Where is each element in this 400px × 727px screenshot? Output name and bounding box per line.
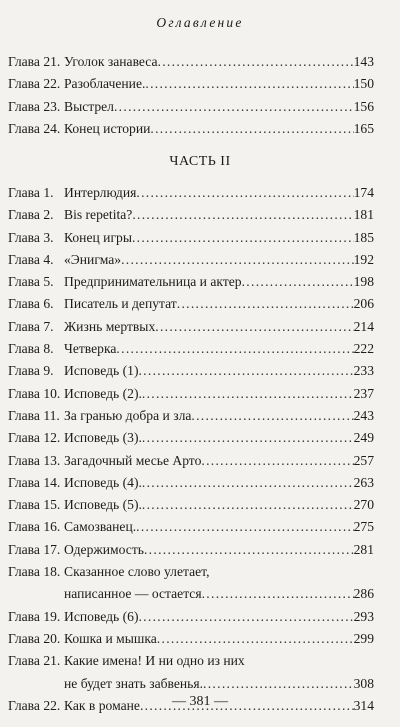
dot-leader	[157, 628, 354, 650]
dot-leader	[242, 271, 354, 293]
entry-body	[64, 73, 374, 95]
page-ref: 263	[353, 474, 374, 490]
chapter-number: Глава 1.	[8, 185, 54, 200]
chapter-title: Четверка	[64, 341, 117, 357]
page-ref: 314	[353, 697, 374, 713]
dot-leader	[155, 316, 353, 338]
dot-leader	[132, 204, 353, 226]
dot-leader	[145, 73, 353, 95]
chapter-number: Глава 13.	[8, 452, 61, 468]
entry-body	[64, 118, 374, 140]
toc-entry	[8, 249, 374, 271]
chapter-number: Глава 5.	[8, 274, 54, 290]
dot-leader	[136, 182, 353, 204]
page-ref: 143	[353, 54, 374, 69]
chapter-number: Глава 18.	[8, 564, 61, 580]
page-number: — 381 —	[172, 694, 228, 709]
chapter-number: Глава 12.	[8, 430, 61, 446]
chapter-title: Исповедь (6)	[64, 608, 139, 624]
running-head: Оглавление	[156, 15, 244, 30]
part-title: ЧАСТЬ II	[169, 154, 231, 169]
dot-leader	[150, 118, 353, 140]
chapter-number: Глава 17.	[8, 541, 61, 557]
page-ref: 214	[353, 318, 374, 334]
page-ref: 156	[353, 98, 374, 114]
dot-leader	[114, 96, 354, 118]
toc-entry	[8, 561, 374, 606]
chapter-title: Выстрел	[64, 98, 114, 114]
chapter-title: Исповедь (4).	[64, 474, 142, 490]
chapter-title: Разоблачение.	[64, 76, 146, 92]
toc-entry	[8, 650, 374, 695]
page-ref: 185	[353, 229, 374, 245]
chapter-title-line-1: Сказанное слово улетает,	[64, 564, 210, 580]
page-ref: 206	[353, 296, 374, 312]
dot-leader	[121, 249, 354, 271]
chapter-number: Глава 9.	[8, 363, 54, 379]
chapter-number: Глава 2.	[8, 207, 54, 223]
chapter-title: Как в романе	[64, 697, 140, 713]
chapter-number: Глава 24.	[8, 120, 61, 136]
chapter-title: За гранью добра и зла	[64, 407, 192, 423]
entry-body	[64, 182, 374, 204]
page-ref: 165	[353, 120, 374, 136]
dot-leader	[138, 360, 353, 382]
page-ref: 275	[353, 519, 374, 535]
page-ref: 257	[353, 452, 374, 468]
chapter-number: Глава 6.	[8, 296, 54, 312]
page-ref: 293	[353, 608, 374, 624]
entry-body	[64, 606, 374, 628]
toc-entry	[8, 204, 374, 226]
page-ref: 192	[353, 251, 374, 267]
chapter-number: Глава 3.	[8, 229, 54, 245]
toc-entry	[8, 383, 374, 405]
chapter-title: Загадочный месье Арто	[64, 452, 202, 468]
chapter-number: Глава 4.	[8, 251, 54, 267]
chapter-title: Предпринимательница и актер	[64, 274, 242, 290]
toc-entry	[8, 182, 374, 204]
dot-leader	[203, 673, 354, 695]
chapter-number: Глава 8.	[8, 341, 54, 357]
chapter-title: Конец истории	[64, 120, 151, 136]
entry-body	[64, 204, 374, 226]
dot-leader	[116, 338, 353, 360]
toc-entry	[8, 227, 374, 249]
toc-entry	[8, 360, 374, 382]
toc-entry	[8, 539, 374, 561]
chapter-number: Глава 10.	[8, 385, 61, 401]
chapter-title: Исповедь (2).	[64, 385, 142, 401]
chapter-number: Глава 22.	[8, 76, 61, 92]
toc-entry	[8, 427, 374, 449]
dot-leader	[191, 405, 353, 427]
toc-entry	[8, 405, 374, 427]
entry-body	[64, 271, 374, 293]
toc-entry	[8, 472, 374, 494]
entry-body	[64, 539, 374, 561]
entry-body	[64, 338, 374, 360]
toc-entry	[8, 316, 374, 338]
chapter-title: написанное — остается	[64, 586, 202, 602]
dot-leader	[136, 516, 353, 538]
chapter-title-line-1: Какие имена! И ни одно из них	[64, 653, 245, 669]
chapter-number: Глава 14.	[8, 474, 61, 490]
chapter-title: Жизнь мертвых	[64, 318, 156, 334]
entry-body	[64, 628, 374, 650]
chapter-number: Глава 11.	[8, 407, 60, 423]
page-ref: 286	[353, 586, 374, 602]
page-ref: 222	[353, 341, 374, 357]
dot-leader	[144, 539, 354, 561]
entry-body	[64, 450, 374, 472]
chapter-title: «Энигма»	[64, 251, 122, 267]
entry-body	[64, 516, 374, 538]
page-ref: 233	[353, 363, 374, 379]
page-ref: 299	[353, 630, 374, 646]
entry-body	[64, 293, 374, 315]
toc-entry	[8, 73, 374, 95]
page-ref: 198	[353, 274, 374, 290]
chapter-title: Конец игры	[64, 229, 132, 245]
toc-part-2	[8, 182, 374, 717]
dot-leader	[142, 383, 354, 405]
entry-body	[64, 561, 374, 606]
dot-leader	[138, 606, 353, 628]
chapter-title: Исповедь (3).	[64, 430, 142, 446]
chapter-number: Глава 7.	[8, 318, 54, 334]
dot-leader	[132, 227, 354, 249]
chapter-title: не будет знать забвенья.	[64, 675, 204, 691]
entry-body	[64, 650, 374, 695]
entry-body	[64, 494, 374, 516]
page-ref: 150	[353, 76, 374, 92]
toc-entry	[8, 606, 374, 628]
toc-entry	[8, 450, 374, 472]
toc-entry	[8, 51, 374, 73]
page-ref: 174	[353, 185, 374, 200]
dot-leader	[142, 472, 354, 494]
toc-entry	[8, 516, 374, 538]
entry-body	[64, 51, 374, 73]
page-ref: 308	[353, 675, 374, 691]
chapter-number: Глава 19.	[8, 608, 61, 624]
dot-leader	[158, 51, 354, 73]
chapter-title: Одержимость	[64, 541, 144, 557]
toc-part-1	[8, 51, 374, 140]
toc-entry	[8, 96, 374, 118]
chapter-title: Кошка и мышка	[64, 630, 157, 646]
chapter-title: Уголок занавеса	[64, 54, 158, 69]
toc-entry	[8, 494, 374, 516]
dot-leader	[177, 293, 354, 315]
chapter-number: Глава 20.	[8, 630, 61, 646]
entry-body	[64, 383, 374, 405]
dot-leader	[201, 450, 353, 472]
page-ref: 249	[353, 430, 374, 446]
dot-leader	[202, 583, 354, 605]
chapter-title: Интерлюдия	[64, 185, 137, 200]
entry-body	[64, 427, 374, 449]
chapter-title: Самозванец.	[64, 519, 137, 535]
toc-entry	[8, 293, 374, 315]
dot-leader	[142, 427, 354, 449]
toc-entry	[8, 271, 374, 293]
page-ref: 243	[353, 407, 374, 423]
toc-entry	[8, 338, 374, 360]
chapter-title: Bis repetita?	[64, 207, 133, 223]
entry-body	[64, 227, 374, 249]
chapter-number: Глава 23.	[8, 98, 61, 114]
chapter-number: Глава 22.	[8, 697, 61, 713]
entry-body	[64, 405, 374, 427]
toc-entry	[8, 628, 374, 650]
entry-body	[64, 249, 374, 271]
dot-leader	[142, 494, 354, 516]
page-ref: 237	[353, 385, 374, 401]
chapter-number: Глава 16.	[8, 519, 61, 535]
chapter-title: Исповедь (1)	[64, 363, 139, 379]
entry-body	[64, 96, 374, 118]
page-ref: 281	[353, 541, 374, 557]
chapter-title: Писатель и депутат	[64, 296, 177, 312]
entry-body	[64, 360, 374, 382]
toc-entry	[8, 118, 374, 140]
page-ref: 181	[353, 207, 374, 223]
chapter-number: Глава 21.	[8, 653, 61, 669]
chapter-title: Исповедь (5).	[64, 497, 142, 513]
entry-body	[64, 316, 374, 338]
chapter-number: Глава 21.	[8, 54, 61, 69]
entry-body	[64, 472, 374, 494]
chapter-number: Глава 15.	[8, 497, 61, 513]
page-ref: 270	[353, 497, 374, 513]
